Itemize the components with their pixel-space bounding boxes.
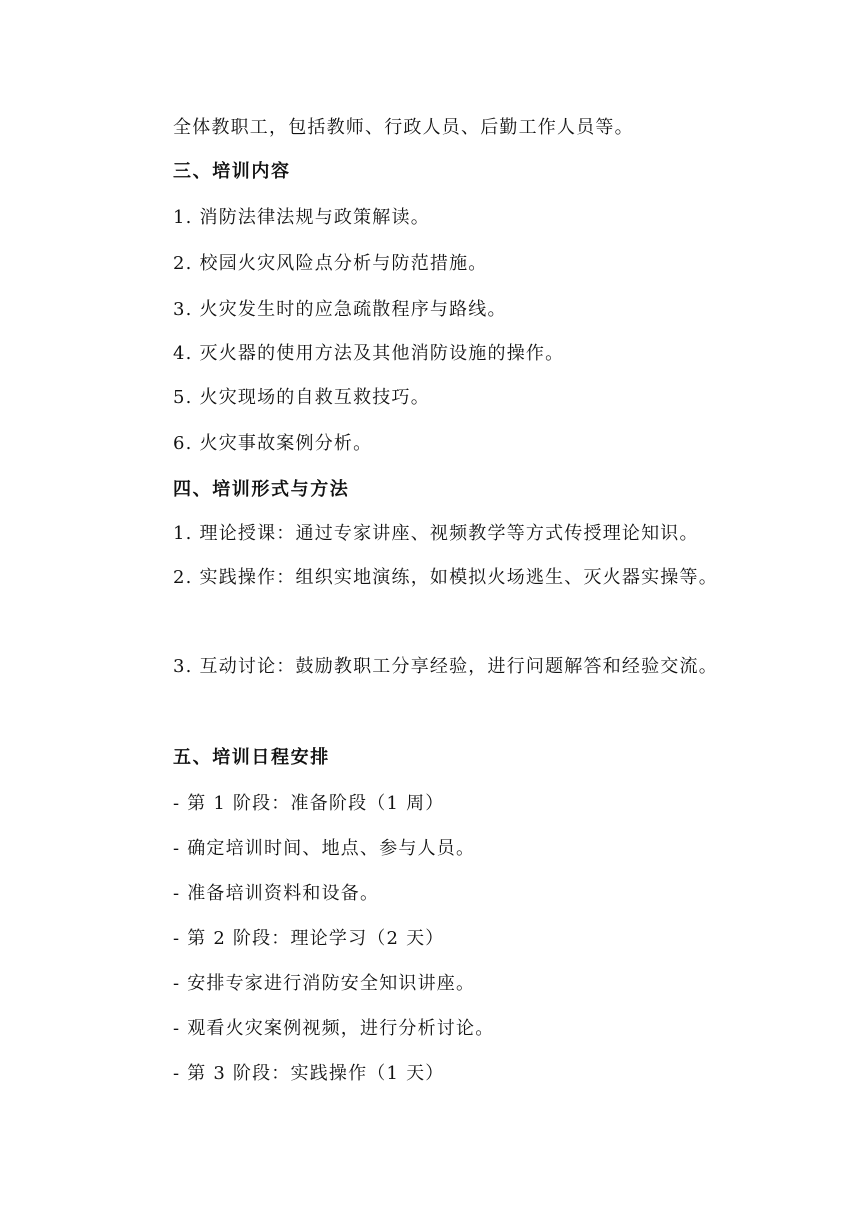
- list-item: 4. 灭火器的使用方法及其他消防设施的操作。: [173, 343, 565, 364]
- list-item: 2. 校园火灾风险点分析与防范措施。: [173, 253, 488, 274]
- list-item: - 第 1 阶段：准备阶段（1 周）: [173, 793, 445, 814]
- list-item: 5. 火灾现场的自救互救技巧。: [173, 387, 430, 408]
- list-item-wrapped: 3. 互动讨论：鼓励教职工分享经验，进行问题解答和经验交流。: [173, 656, 718, 677]
- list-item: - 第 3 阶段：实践操作（1 天）: [173, 1063, 445, 1084]
- list-item: - 确定培训时间、地点、参与人员。: [173, 838, 476, 859]
- list-item: - 观看火灾案例视频，进行分析讨论。: [173, 1018, 495, 1039]
- list-item: - 准备培训资料和设备。: [173, 883, 380, 904]
- list-item: 1. 理论授课：通过专家讲座、视频教学等方式传授理论知识。: [173, 523, 699, 544]
- list-item: 6. 火灾事故案例分析。: [173, 433, 373, 454]
- list-item: 1. 消防法律法规与政策解读。: [173, 207, 430, 228]
- list-item: - 第 2 阶段：理论学习（2 天）: [173, 928, 445, 949]
- section-heading-training-schedule: 五、培训日程安排: [173, 747, 330, 768]
- list-item: 3. 火灾发生时的应急疏散程序与路线。: [173, 299, 507, 320]
- list-item: - 安排专家进行消防安全知识讲座。: [173, 973, 476, 994]
- intro-paragraph: 全体教职工，包括教师、行政人员、后勤工作人员等。: [173, 117, 634, 138]
- section-heading-training-content: 三、培训内容: [173, 161, 291, 182]
- section-heading-training-methods: 四、培训形式与方法: [173, 479, 350, 500]
- list-item-wrapped: 2. 实践操作：组织实地演练，如模拟火场逃生、灭火器实操等。: [173, 567, 718, 588]
